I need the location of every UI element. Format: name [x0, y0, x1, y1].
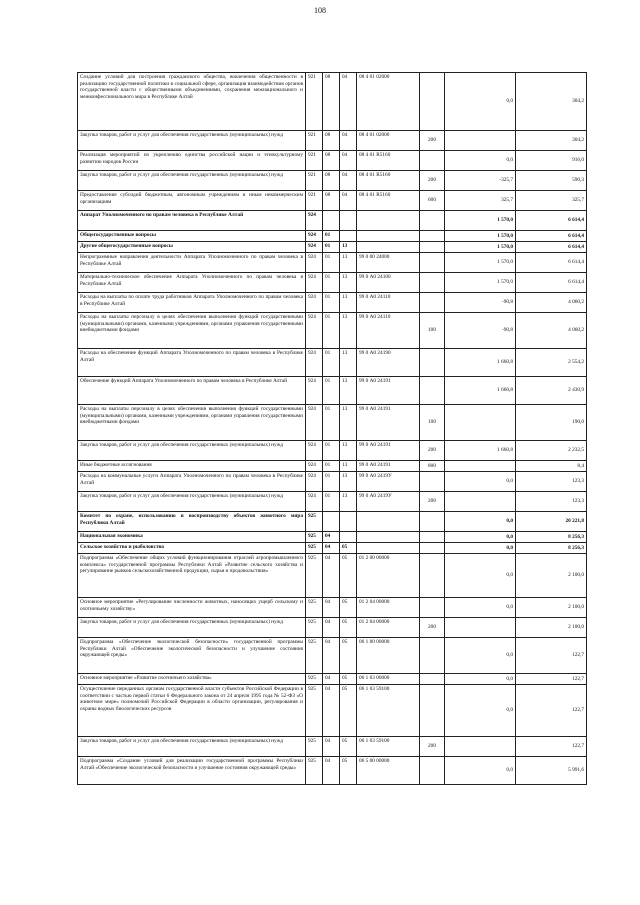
row-total-amount: 6 614,4: [516, 242, 587, 253]
row-name: Аппарат Уполномоченного по правам человека в Республике Алтай: [78, 211, 306, 231]
row-section-code: 04: [323, 554, 340, 598]
row-gr-code: 925: [306, 638, 323, 674]
row-gr-code: 924: [306, 253, 323, 273]
row-total-amount: 4 060,2: [516, 293, 587, 313]
row-change-amount: [445, 405, 516, 441]
row-subsection-code: 05: [340, 543, 357, 554]
row-target-article: [357, 543, 420, 554]
row-subsection-code: 05: [340, 674, 357, 685]
row-gr-code: 924: [306, 405, 323, 441]
budget-table: [77, 72, 587, 785]
row-total-amount: 4 060,2: [516, 313, 587, 349]
row-gr-code: 925: [306, 554, 323, 598]
row-name: Закупка товаров, работ и услуг для обеспечения государственных (муниципальных) нужд: [78, 171, 306, 191]
row-total-amount: 5 991,6: [516, 757, 587, 785]
row-change-amount: [445, 131, 516, 151]
row-section-code: 01: [323, 293, 340, 313]
row-name: Расходы на выплаты персоналу в целях обеспечения выполнения функций государственными (муниципальными) органами, казенными учреждениями, органами управления государственными внебюджетными фондами: [78, 405, 306, 441]
row-total-amount: 2 554,2: [516, 349, 587, 377]
row-section-code: 04: [323, 757, 340, 785]
table-row: [78, 685, 587, 737]
row-gr-code: 925: [306, 674, 323, 685]
row-total-amount: 122,7: [516, 737, 587, 757]
row-subsection-code: [340, 211, 357, 231]
row-change-amount: 1 570,0: [445, 231, 516, 242]
row-expense-type: 800: [420, 461, 445, 472]
row-expense-type: [420, 685, 445, 737]
row-gr-code: 924: [306, 231, 323, 242]
table-row: [78, 253, 587, 273]
row-section-code: 01: [323, 441, 340, 461]
row-change-amount: 0,0: [445, 674, 516, 685]
row-gr-code: 925: [306, 737, 323, 757]
row-change-amount: 0,0: [445, 73, 516, 131]
row-total-amount: 8 256,3: [516, 543, 587, 554]
row-expense-type: [420, 273, 445, 293]
row-expense-type: 200: [420, 737, 445, 757]
table-row: [78, 273, 587, 293]
table-row: [78, 151, 587, 171]
row-subsection-code: 13: [340, 441, 357, 461]
row-subsection-code: [340, 231, 357, 242]
row-target-article: 01 2 04 00000: [357, 618, 420, 638]
row-gr-code: 925: [306, 598, 323, 618]
row-gr-code: 921: [306, 131, 323, 151]
row-gr-code: 921: [306, 73, 323, 131]
row-change-amount: 0,0: [445, 685, 516, 737]
table-row: [78, 598, 587, 618]
row-gr-code: 924: [306, 377, 323, 405]
table-row: [78, 293, 587, 313]
row-section-code: [323, 211, 340, 231]
row-gr-code: 924: [306, 461, 323, 472]
row-target-article: 08 4 01 02000: [357, 73, 420, 131]
table-row: [78, 211, 587, 231]
row-change-amount: 0,0: [445, 532, 516, 543]
row-change-amount: 0,0: [445, 598, 516, 618]
row-total-amount: 122,7: [516, 638, 587, 674]
table-row: [78, 492, 587, 512]
row-change-amount: [445, 737, 516, 757]
table-row: [78, 349, 587, 377]
row-change-amount: 325,7: [445, 191, 516, 211]
row-expense-type: [420, 543, 445, 554]
row-name: Сельское хозяйство и рыболовство: [78, 543, 306, 554]
row-gr-code: 925: [306, 532, 323, 543]
table-row: [78, 405, 587, 441]
row-change-amount: [445, 492, 516, 512]
row-target-article: 01 2 04 00000: [357, 598, 420, 618]
table-row: [78, 73, 587, 131]
row-subsection-code: 04: [340, 191, 357, 211]
row-section-code: 01: [323, 313, 340, 349]
row-subsection-code: 05: [340, 685, 357, 737]
row-section-code: 01: [323, 492, 340, 512]
row-change-amount: 0,0: [445, 151, 516, 171]
page-number: 108: [314, 6, 326, 15]
row-name: Расходы на выплаты по оплате труда работников Аппарата Уполномоченного по правам человека в Республике Алтай: [78, 293, 306, 313]
row-name: Основное мероприятие «Регулирование численности животных, наносящих ущерб сельскому и охотничьему хозяйству»: [78, 598, 306, 618]
row-target-article: 08 4 01 R5160: [357, 151, 420, 171]
row-target-article: 99 0 А0 24110: [357, 293, 420, 313]
row-subsection-code: 13: [340, 492, 357, 512]
row-total-amount: 122,7: [516, 674, 587, 685]
row-name: Иные бюджетные ассигнования: [78, 461, 306, 472]
row-name: Закупка товаров, работ и услуг для обеспечения государственных (муниципальных) нужд: [78, 618, 306, 638]
row-subsection-code: 05: [340, 598, 357, 618]
row-target-article: 99 0 А0 24190: [357, 349, 420, 377]
row-target-article: 06 1 03 59100: [357, 737, 420, 757]
row-expense-type: [420, 253, 445, 273]
row-total-amount: 8,4: [516, 461, 587, 472]
row-gr-code: 921: [306, 151, 323, 171]
row-change-amount: 1 570,0: [445, 253, 516, 273]
row-expense-type: [420, 349, 445, 377]
row-name: Материально-техническое обеспечение Аппарата Уполномоченного по правам человека в Республике Алтай: [78, 273, 306, 293]
row-subsection-code: 13: [340, 461, 357, 472]
table-row: [78, 131, 587, 151]
row-subsection-code: 05: [340, 618, 357, 638]
row-gr-code: 924: [306, 211, 323, 231]
table-row: [78, 618, 587, 638]
row-total-amount: 304,2: [516, 73, 587, 131]
row-expense-type: [420, 73, 445, 131]
table-row: [78, 737, 587, 757]
table-row: [78, 313, 587, 349]
row-section-code: 01: [323, 253, 340, 273]
row-change-amount: [445, 618, 516, 638]
row-name: Общегосударственные вопросы: [78, 231, 306, 242]
row-target-article: 99 0 А0 24191: [357, 441, 420, 461]
row-change-amount: 1 660,8: [445, 441, 516, 461]
row-expense-type: [420, 532, 445, 543]
table-row: [78, 377, 587, 405]
row-subsection-code: 04: [340, 73, 357, 131]
row-total-amount: 123,3: [516, 492, 587, 512]
row-target-article: 08 4 01 02000: [357, 131, 420, 151]
row-change-amount: -325,7: [445, 171, 516, 191]
row-gr-code: 924: [306, 273, 323, 293]
row-target-article: 99 0 А0 2419У: [357, 472, 420, 492]
row-change-amount: 0,0: [445, 512, 516, 532]
row-section-code: 01: [323, 231, 340, 242]
row-change-amount: 0,0: [445, 543, 516, 554]
row-name: Подпрограмма «Обеспечение общих условий функционирования отраслей агропромышленного комплекса» государственной программы Республики Алтай «Развитие сельского хозяйства и регулирование рынков сельскохозяйственной продукции, сырья и продовольствия»: [78, 554, 306, 598]
row-gr-code: 921: [306, 191, 323, 211]
row-section-code: 01: [323, 461, 340, 472]
row-subsection-code: [340, 512, 357, 532]
row-subsection-code: 05: [340, 757, 357, 785]
row-total-amount: 325,7: [516, 191, 587, 211]
row-target-article: 08 4 01 R5160: [357, 191, 420, 211]
row-target-article: [357, 231, 420, 242]
table-row: [78, 757, 587, 785]
row-gr-code: 924: [306, 349, 323, 377]
row-gr-code: 924: [306, 313, 323, 349]
row-gr-code: 925: [306, 757, 323, 785]
row-expense-type: [420, 231, 445, 242]
row-total-amount: 590,3: [516, 171, 587, 191]
row-subsection-code: 13: [340, 405, 357, 441]
row-gr-code: 924: [306, 441, 323, 461]
table-row: [78, 543, 587, 554]
row-target-article: 99 0 А0 24110: [357, 313, 420, 349]
row-section-code: 01: [323, 273, 340, 293]
row-target-article: [357, 211, 420, 231]
table-row: [78, 242, 587, 253]
row-change-amount: 0,0: [445, 638, 516, 674]
row-expense-type: [420, 554, 445, 598]
row-total-amount: 6 614,4: [516, 211, 587, 231]
row-subsection-code: 13: [340, 349, 357, 377]
row-name: Расходы на выплаты персоналу в целях обеспечения выполнения функций государственными (муниципальными) органами, казенными учреждениями, органами управления государственными внебюджетными фондами: [78, 313, 306, 349]
row-total-amount: 2 430,9: [516, 377, 587, 405]
row-section-code: [323, 512, 340, 532]
row-total-amount: 2 100,0: [516, 618, 587, 638]
row-section-code: 08: [323, 131, 340, 151]
row-section-code: 08: [323, 191, 340, 211]
row-expense-type: [420, 211, 445, 231]
row-expense-type: [420, 674, 445, 685]
row-name: Предоставление субсидий бюджетным, автономным учреждениям и иным некоммерческим организациям: [78, 191, 306, 211]
row-section-code: 04: [323, 685, 340, 737]
row-total-amount: 6 614,4: [516, 253, 587, 273]
table-row: [78, 441, 587, 461]
table-row: [78, 512, 587, 532]
row-section-code: 04: [323, 737, 340, 757]
row-section-code: 08: [323, 151, 340, 171]
row-name: Закупка товаров, работ и услуг для обеспечения государственных (муниципальных) нужд: [78, 131, 306, 151]
row-change-amount: 1 570,0: [445, 242, 516, 253]
row-target-article: 08 4 01 R5160: [357, 171, 420, 191]
row-change-amount: 0,0: [445, 554, 516, 598]
row-name: Основное мероприятие «Развитие охотничьего хозяйства»: [78, 674, 306, 685]
row-subsection-code: 05: [340, 638, 357, 674]
row-gr-code: 925: [306, 543, 323, 554]
row-target-article: 99 0 00 24000: [357, 253, 420, 273]
row-total-amount: 190,0: [516, 405, 587, 441]
row-gr-code: 921: [306, 171, 323, 191]
table-row: [78, 532, 587, 543]
row-name: Комитет по охране, использованию и воспроизводству объектов животного мира Республики Алтай: [78, 512, 306, 532]
row-name: Закупка товаров, работ и услуг для обеспечения государственных (муниципальных) нужд: [78, 492, 306, 512]
table-row: [78, 554, 587, 598]
row-subsection-code: [340, 532, 357, 543]
row-total-amount: 123,3: [516, 472, 587, 492]
row-gr-code: 925: [306, 618, 323, 638]
row-total-amount: 6 614,4: [516, 273, 587, 293]
row-target-article: 99 0 А0 24191: [357, 405, 420, 441]
row-section-code: 01: [323, 377, 340, 405]
row-expense-type: [420, 242, 445, 253]
row-subsection-code: 13: [340, 472, 357, 492]
row-section-code: 04: [323, 674, 340, 685]
row-subsection-code: 13: [340, 253, 357, 273]
row-change-amount: 0,0: [445, 757, 516, 785]
row-name: Другие общегосударственные вопросы: [78, 242, 306, 253]
row-name: Непрограммные направления деятельности Аппарата Уполномоченного по правам человека в Республике Алтай: [78, 253, 306, 273]
row-gr-code: 925: [306, 685, 323, 737]
row-name: Расходы на коммунальные услуги Аппарата Уполномоченного по правам человека в Республике Алтай: [78, 472, 306, 492]
row-name: Осуществление переданных органам государственной власти субъектов Российской Федерации в соответствии с частью первой статьи 6 Федерального закона от 24 апреля 1995 года № 52-ФЗ «О животном мире» полномочий Российской Федерации в области организации, регулирования и охраны водных биологических ресурсов: [78, 685, 306, 737]
row-target-article: 06 1 03 00000: [357, 674, 420, 685]
row-expense-type: [420, 512, 445, 532]
row-name: Расходы на обеспечение функций Аппарата Уполномоченного по правам человека в Республике Алтай: [78, 349, 306, 377]
row-expense-type: [420, 472, 445, 492]
row-subsection-code: 13: [340, 377, 357, 405]
row-expense-type: [420, 638, 445, 674]
row-expense-type: [420, 757, 445, 785]
row-expense-type: 200: [420, 618, 445, 638]
row-expense-type: 200: [420, 441, 445, 461]
row-name: Создание условий для построения гражданского общества, вовлечения общественности в реализацию государственной политики в социальной сфере, организация взаимодействия органов государственной власти с общественными объединениями, сохранения межнационального и межконфессионального мира в Республике Алтай: [78, 73, 306, 131]
row-target-article: 99 0 А0 24100: [357, 273, 420, 293]
table-row: [78, 171, 587, 191]
row-change-amount: 0,0: [445, 472, 516, 492]
row-total-amount: 2 100,0: [516, 598, 587, 618]
row-total-amount: 6 614,4: [516, 231, 587, 242]
row-gr-code: 925: [306, 512, 323, 532]
row-expense-type: 600: [420, 191, 445, 211]
row-subsection-code: 13: [340, 273, 357, 293]
row-target-article: [357, 242, 420, 253]
row-change-amount: [445, 461, 516, 472]
row-total-amount: 2 100,0: [516, 554, 587, 598]
row-total-amount: 8 256,3: [516, 532, 587, 543]
table-row: [78, 191, 587, 211]
row-name: Национальная экономика: [78, 532, 306, 543]
row-expense-type: 100: [420, 405, 445, 441]
row-target-article: 99 0 А0 24191: [357, 377, 420, 405]
row-subsection-code: 13: [340, 242, 357, 253]
table-row: [78, 231, 587, 242]
row-name: Закупка товаров, работ и услуг для обеспечения государственных (муниципальных) нужд: [78, 737, 306, 757]
row-total-amount: 304,2: [516, 131, 587, 151]
row-section-code: 04: [323, 598, 340, 618]
row-subsection-code: 04: [340, 171, 357, 191]
row-total-amount: 20 221,8: [516, 512, 587, 532]
row-expense-type: 100: [420, 313, 445, 349]
row-subsection-code: 13: [340, 313, 357, 349]
row-target-article: 06 1 00 00000: [357, 638, 420, 674]
row-target-article: 01 2 00 00000: [357, 554, 420, 598]
row-name: Реализация мероприятий по укреплению единства российской нации и этнокультурному развитию народов России: [78, 151, 306, 171]
row-total-amount: 2 232,5: [516, 441, 587, 461]
row-target-article: 99 0 А0 2419У: [357, 492, 420, 512]
row-section-code: 04: [323, 618, 340, 638]
table-row: [78, 461, 587, 472]
row-gr-code: 924: [306, 472, 323, 492]
row-subsection-code: 04: [340, 151, 357, 171]
row-expense-type: 200: [420, 131, 445, 151]
row-subsection-code: 13: [340, 293, 357, 313]
row-gr-code: 924: [306, 492, 323, 512]
row-section-code: 01: [323, 349, 340, 377]
row-target-article: 06 1 03 59100: [357, 685, 420, 737]
table-row: [78, 674, 587, 685]
row-change-amount: -90,8: [445, 293, 516, 313]
row-section-code: 01: [323, 405, 340, 441]
row-section-code: 04: [323, 543, 340, 554]
row-section-code: 01: [323, 242, 340, 253]
row-subsection-code: 05: [340, 737, 357, 757]
row-target-article: [357, 532, 420, 543]
row-expense-type: 200: [420, 492, 445, 512]
row-gr-code: 924: [306, 293, 323, 313]
row-expense-type: [420, 151, 445, 171]
row-target-article: 06 5 00 00000: [357, 757, 420, 785]
row-expense-type: [420, 598, 445, 618]
row-change-amount: 1 660,8: [445, 349, 516, 377]
row-change-amount: -90,8: [445, 313, 516, 349]
row-expense-type: [420, 293, 445, 313]
row-name: Закупка товаров, работ и услуг для обеспечения государственных (муниципальных) нужд: [78, 441, 306, 461]
row-target-article: 99 0 А0 24191: [357, 461, 420, 472]
row-change-amount: 1 570,0: [445, 211, 516, 231]
row-gr-code: 924: [306, 242, 323, 253]
row-section-code: 04: [323, 532, 340, 543]
row-target-article: [357, 512, 420, 532]
row-expense-type: 200: [420, 171, 445, 191]
row-subsection-code: 04: [340, 131, 357, 151]
table-row: [78, 472, 587, 492]
row-change-amount: 1 660,8: [445, 377, 516, 405]
row-name: Подпрограмма «Обеспечение экологической безопасности» государственной программы Республики Алтай «Обеспечение экологической безопасности и улучшение состояния окружающей среды»: [78, 638, 306, 674]
row-section-code: 08: [323, 171, 340, 191]
row-section-code: 08: [323, 73, 340, 131]
row-change-amount: 1 570,0: [445, 273, 516, 293]
table-row: [78, 638, 587, 674]
row-section-code: 04: [323, 638, 340, 674]
row-name: Обеспечение функций Аппарата Уполномоченного по правам человека в Республике Алтай: [78, 377, 306, 405]
row-total-amount: 122,7: [516, 685, 587, 737]
row-total-amount: 916,0: [516, 151, 587, 171]
row-expense-type: [420, 377, 445, 405]
row-section-code: 01: [323, 472, 340, 492]
row-name: Подпрограмма «Создание условий для реализации государственной программы Республики Алтай «Обеспечение экологической безопасности и улучшение состояния окружающей среды»: [78, 757, 306, 785]
row-subsection-code: 05: [340, 554, 357, 598]
